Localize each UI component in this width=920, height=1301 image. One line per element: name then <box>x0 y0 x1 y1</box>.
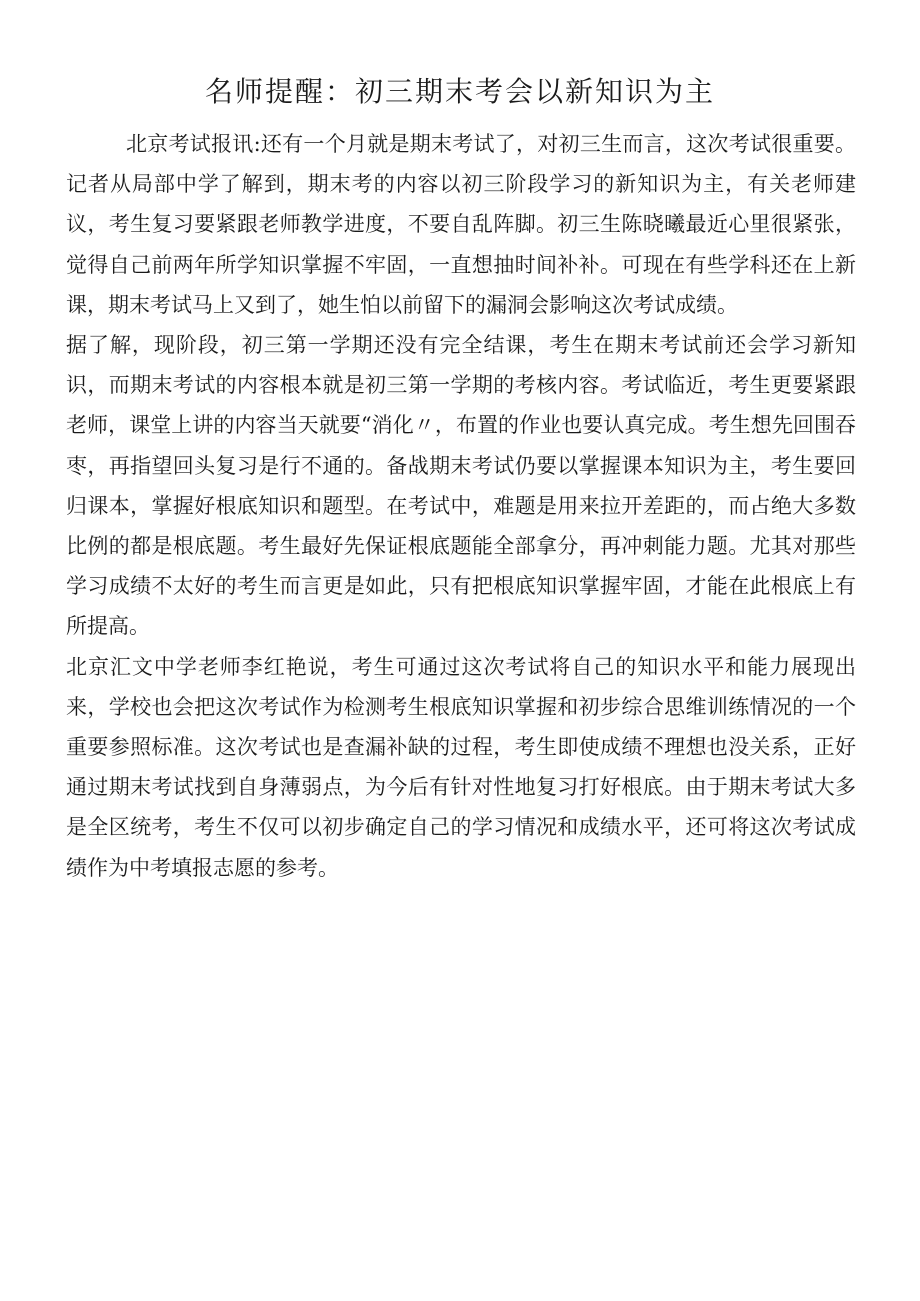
paragraph-1: 北京考试报讯:还有一个月就是期末考试了，对初三生而言，这次考试很重要。记者从局部中学了解到，期末考的内容以初三阶段学习的新知识为主，有关老师建议，考生复习要紧跟老师教学进度，不要自乱阵脚。初三生陈晓曦最近心里很紧张，觉得自己前两年所学知识掌握不牢固，一直想抽时间补补。可现在有些学科还在上新课，期末考试马上又到了，她生怕以前留下的漏洞会影响这次考试成绩。 <box>66 132 856 317</box>
paragraph-3: 北京汇文中学老师李红艳说，考生可通过这次考试将自己的知识水平和能力展现出来，学校也会把这次考试作为检测考生根底知识掌握和初步综合思维训练情况的一个重要参照标准。这次考试也是查漏补缺的过程，考生即使成绩不理想也没关系，正好通过期末考试找到自身薄弱点，为今后有针对性地复习打好根底。由于期末考试大多是全区统考，考生不仅可以初步确定自己的学习情况和成绩水平，还可将这次考试成绩作为中考填报志愿的参考。 <box>66 654 856 880</box>
document-title: 名师提醒：初三期末考会以新知识为主 <box>204 75 715 108</box>
document-body <box>66 124 856 888</box>
paragraph-2: 据了解，现阶段，初三第一学期还没有完全结课，考生在期末考试前还会学习新知识，而期末考试的内容根本就是初三第一学期的考核内容。考试临近，考生更要紧跟老师，课堂上讲的内容当天就要“消化〃，布置的作业也要认真完成。考生想先回围吞枣，再指望回头复习是行不通的。备战期末考试仍要以掌握课本知识为主，考生要回归课本，掌握好根底知识和题型。在考试中，难题是用来拉开差距的，而占绝大多数比例的都是根底题。考生最好先保证根底题能全部拿分，再冲刺能力题。尤其对那些学习成绩不太好的考生而言更是如此，只有把根底知识掌握牢固，才能在此根底上有所提高。 <box>66 333 856 639</box>
